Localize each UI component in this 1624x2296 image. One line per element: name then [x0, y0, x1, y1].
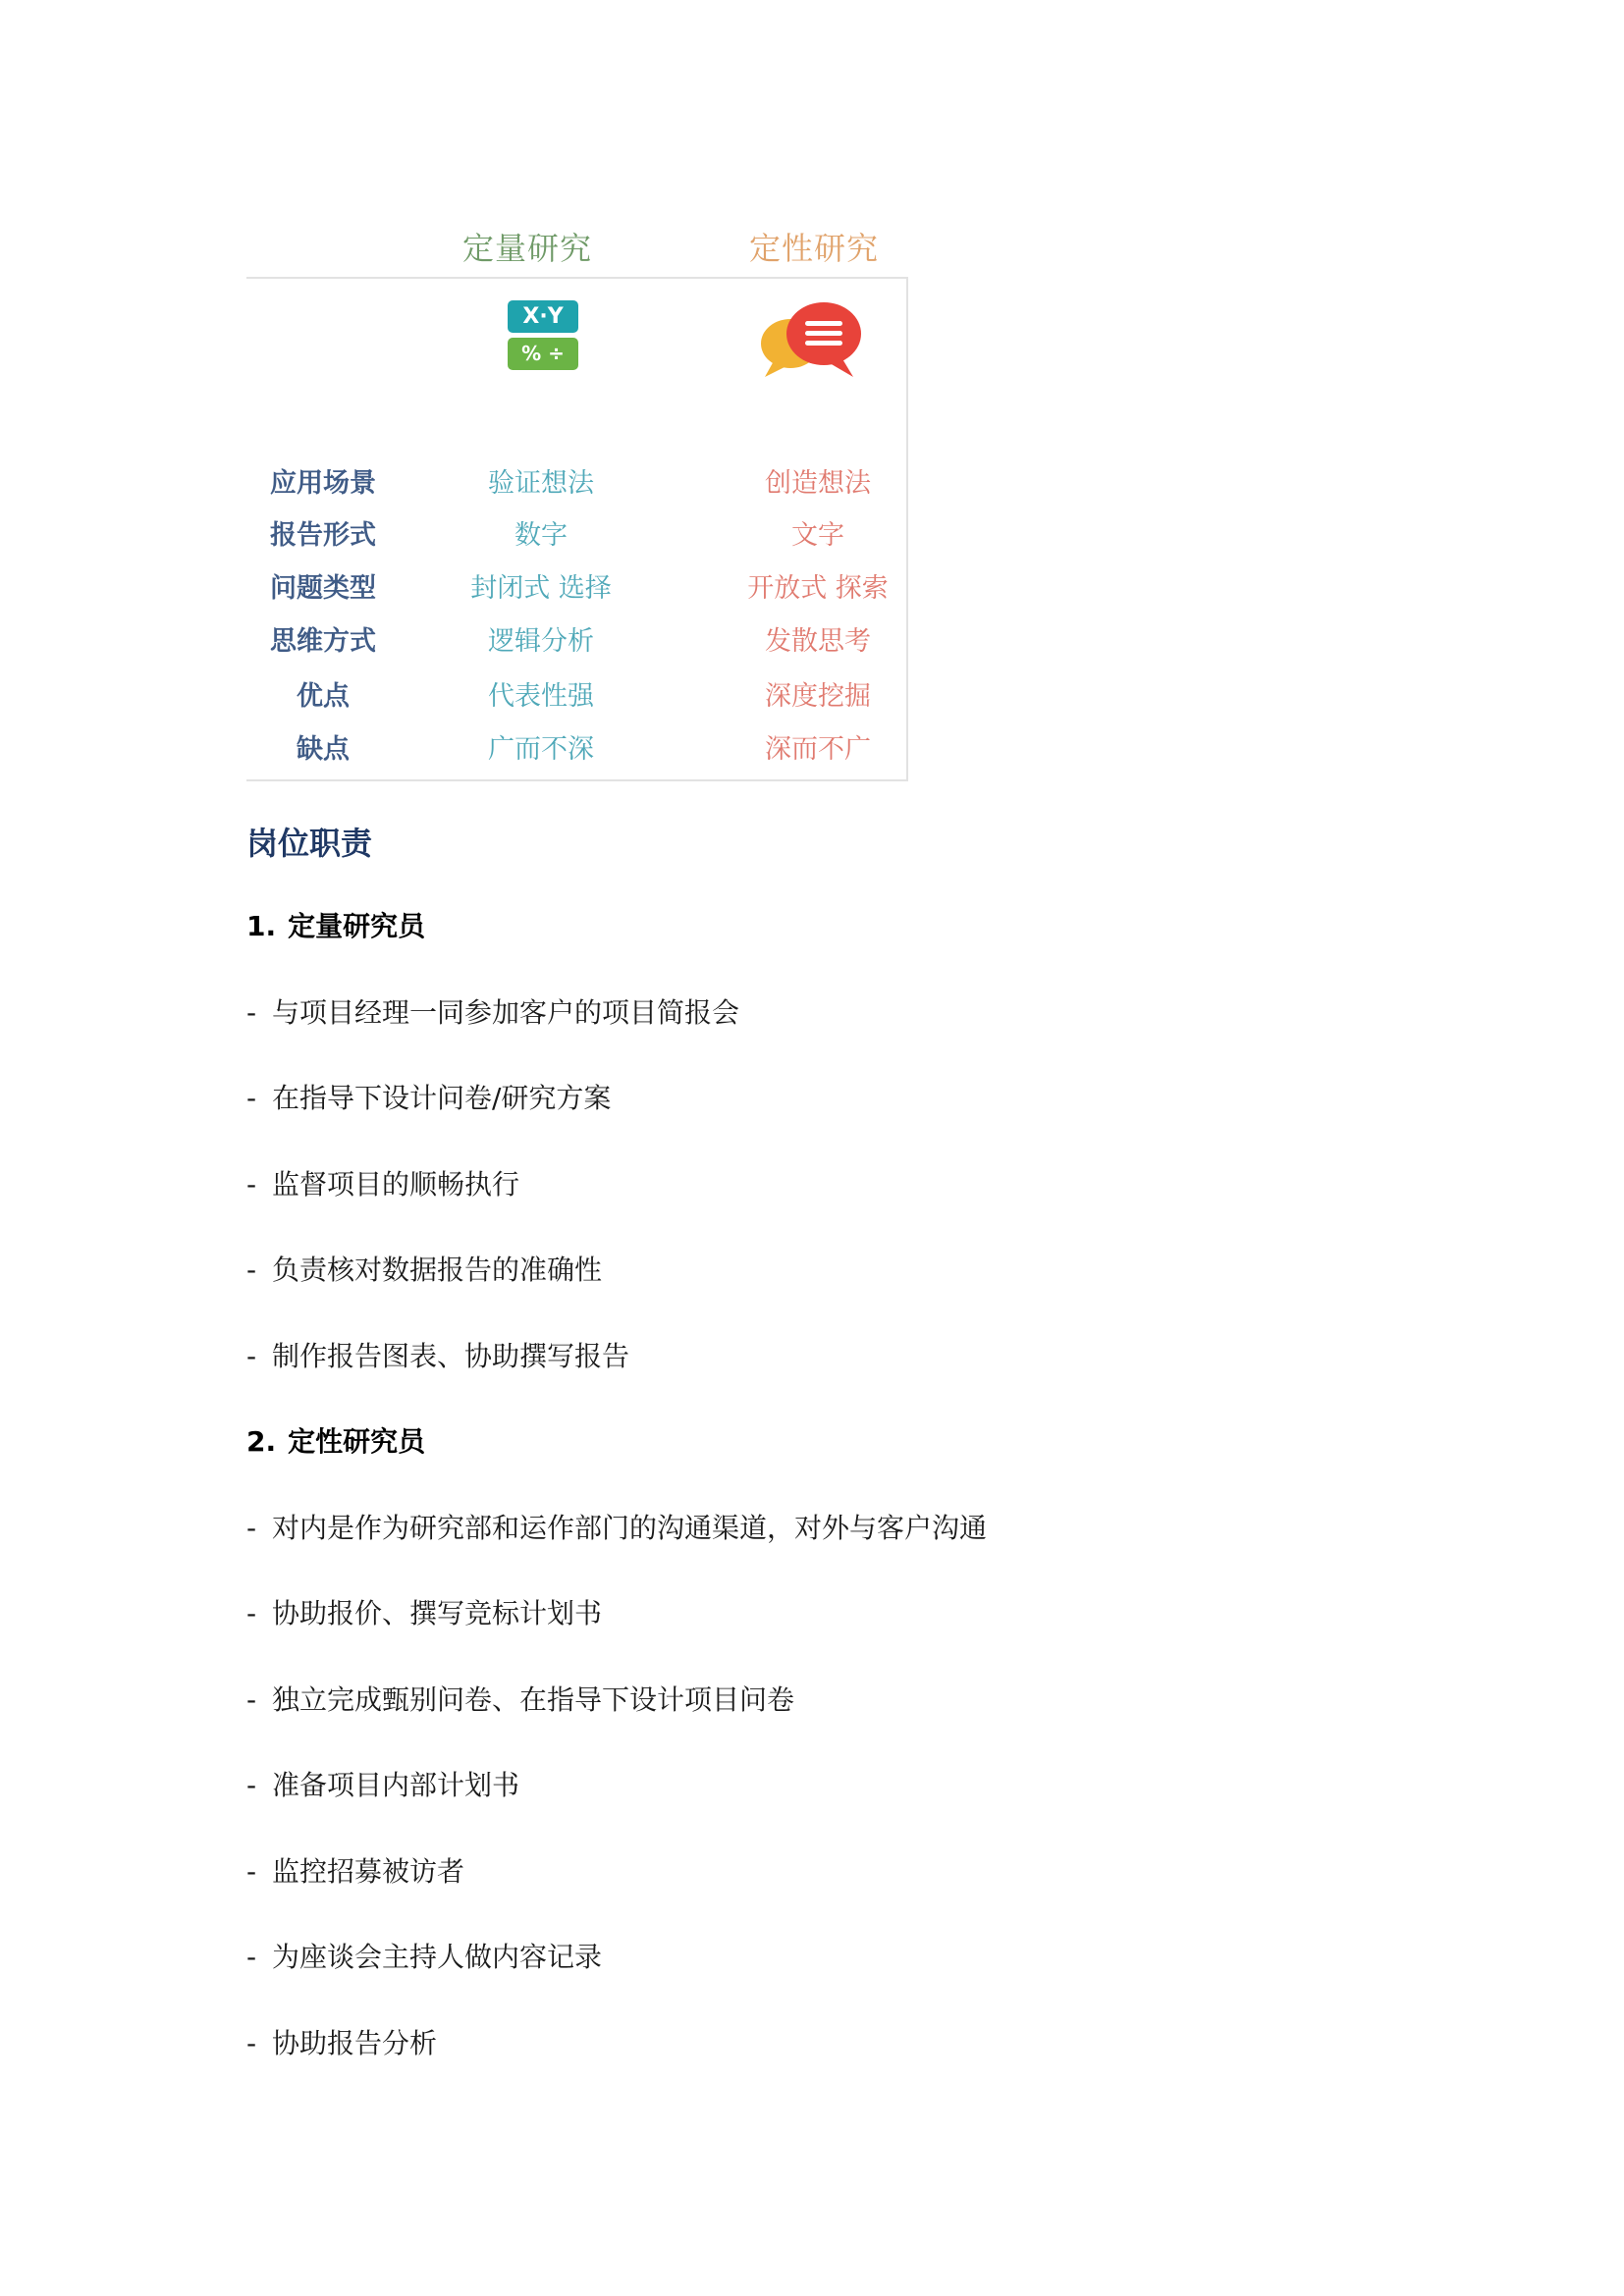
- bullet-dash: -: [246, 1682, 257, 1716]
- qualitative-cell: 创造想法: [765, 468, 871, 499]
- role-number: 2.: [246, 1425, 277, 1458]
- duty-item: [246, 1077, 611, 1116]
- duty-text: 监督项目的顺畅执行: [272, 1167, 520, 1201]
- duty-item: [246, 1764, 519, 1803]
- duty-text: 在指导下设计问卷/研究方案: [272, 1082, 612, 1114]
- calculator-icon: [508, 300, 578, 373]
- bullet-dash: -: [246, 2026, 257, 2059]
- qualitative-cell: 深而不广: [765, 734, 871, 765]
- role-title: 定量研究员: [288, 910, 426, 942]
- calc-key-top: X·Y: [508, 300, 578, 333]
- bullet-dash: -: [246, 1769, 257, 1801]
- duty-text: 与项目经理一同参加客户的项目简报会: [272, 995, 740, 1029]
- comparison-row-label: 问题类型: [270, 573, 376, 604]
- duty-text: 对内是作为研究部和运作部门的沟通渠道，对外与客户沟通: [272, 1511, 988, 1544]
- quantitative-cell: 验证想法: [488, 468, 594, 499]
- qualitative-header: 定性研究: [749, 230, 880, 267]
- duty-text: 负责核对数据报告的准确性: [272, 1254, 603, 1286]
- comparison-row-label: 思维方式: [270, 626, 376, 657]
- quantitative-cell: 封闭式 选择: [470, 573, 612, 604]
- duty-item: [246, 1936, 602, 1975]
- bullet-dash: -: [246, 1167, 257, 1201]
- quantitative-cell: 数字: [514, 520, 568, 551]
- duty-text: 准备项目内部计划书: [272, 1769, 520, 1801]
- comparison-figure: [246, 206, 910, 785]
- bullet-dash: -: [246, 1941, 257, 1973]
- duty-item: [246, 1850, 464, 1890]
- bullet-dash: -: [246, 1254, 257, 1286]
- quantitative-cell: 广而不深: [488, 734, 594, 765]
- duty-item: [246, 1679, 794, 1718]
- duty-item: [246, 991, 739, 1031]
- comparison-row-label: 优点: [297, 681, 350, 712]
- bullet-dash: -: [246, 1339, 257, 1372]
- duty-text: 为座谈会主持人做内容记录: [272, 1941, 603, 1973]
- qualitative-cell: 文字: [791, 520, 844, 551]
- duty-item: [246, 1335, 629, 1374]
- comparison-row-label: 应用场景: [270, 468, 376, 499]
- quantitative-cell: 代表性强: [488, 681, 594, 712]
- role-number: 1.: [246, 910, 277, 942]
- duty-text: 制作报告图表、协助撰写报告: [272, 1339, 630, 1372]
- role-heading: [246, 1420, 425, 1460]
- duty-item: [246, 1592, 602, 1631]
- comparison-row-label: 缺点: [297, 734, 350, 765]
- duty-text: 独立完成甄别问卷、在指导下设计项目问卷: [272, 1682, 795, 1716]
- qualitative-cell: 开放式 探索: [747, 573, 889, 604]
- duty-text: 监控招募被访者: [272, 1854, 465, 1888]
- role-title: 定性研究员: [288, 1425, 426, 1458]
- bullet-dash: -: [246, 1854, 257, 1888]
- duty-item: [246, 1507, 987, 1546]
- section-title: 岗位职责: [246, 825, 373, 862]
- chat-bubbles-icon: [755, 296, 865, 383]
- bullet-dash: -: [246, 1511, 257, 1544]
- duty-text: 协助报价、撰写竞标计划书: [272, 1597, 603, 1629]
- quantitative-header: 定量研究: [462, 230, 593, 267]
- bullet-dash: -: [246, 1082, 257, 1114]
- calc-key-bottom: % ÷: [508, 338, 578, 370]
- comparison-row-label: 报告形式: [270, 520, 376, 551]
- duty-item: [246, 1249, 602, 1288]
- duty-text: 协助报告分析: [272, 2026, 438, 2059]
- qualitative-cell: 发散思考: [765, 626, 871, 657]
- role-heading: [246, 905, 425, 944]
- qualitative-cell: 深度挖掘: [765, 681, 871, 712]
- duty-item: [246, 1163, 519, 1202]
- duty-item: [246, 2022, 437, 2061]
- bullet-dash: -: [246, 995, 257, 1029]
- bullet-dash: -: [246, 1597, 257, 1629]
- quantitative-cell: 逻辑分析: [488, 626, 594, 657]
